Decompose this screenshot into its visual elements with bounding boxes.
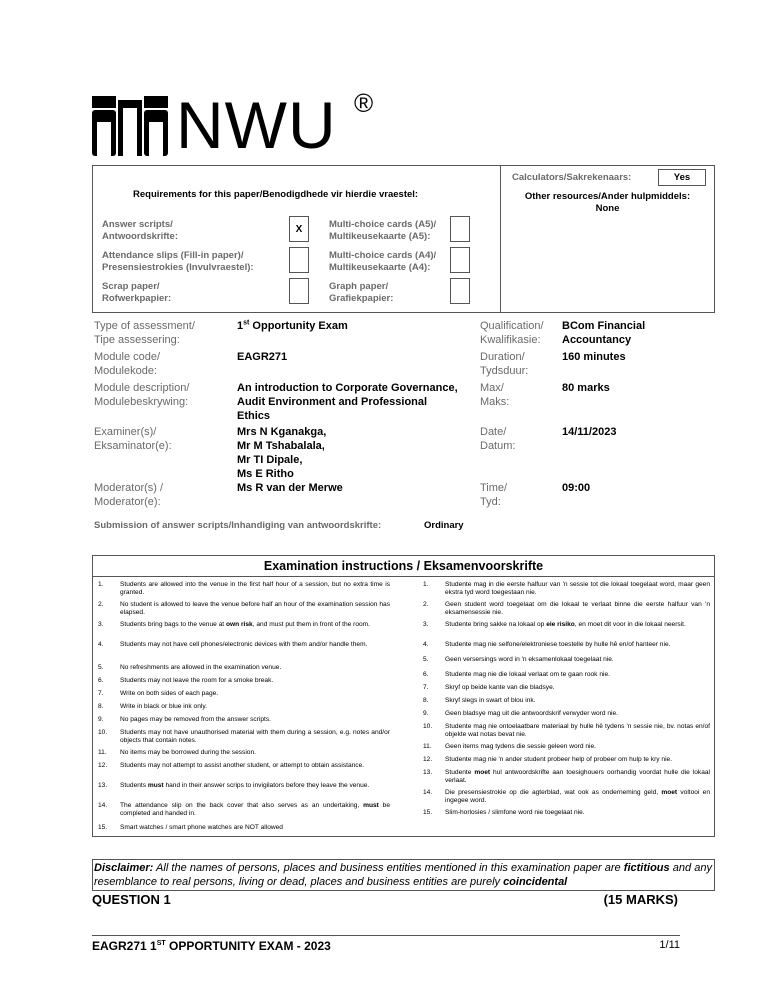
graph-paper-checkbox[interactable] xyxy=(450,278,470,304)
disclaimer-border-right xyxy=(714,859,715,891)
af-item xyxy=(423,641,710,657)
date-value: 14/11/2023 xyxy=(562,426,617,438)
type-of-assessment-label: Type of assessment/ Tipe assessering: xyxy=(94,320,195,346)
mc-cards-a4-checkbox[interactable] xyxy=(450,247,470,273)
en-item-number: 7. xyxy=(98,690,104,697)
en-item-text: Students bring bags to the venue at own risk, and must put them in front of the room. xyxy=(120,621,370,628)
en-item-text: Students are allowed into the venue in the first half hour of a session, but no extra time is granted. xyxy=(120,581,390,596)
duration-value: 160 minutes xyxy=(562,351,626,363)
requirements-divider xyxy=(500,165,501,313)
module-description-value: An introduction to Corporate Governance, Audit Environment and Professional Ethics xyxy=(237,382,458,422)
en-item-text: Write in black or blue ink only. xyxy=(120,703,207,710)
en-item xyxy=(98,729,390,745)
en-item-text: No pages may be removed from the answer scripts. xyxy=(120,716,271,723)
en-item-text: Students may not attempt to assist another student, or attempt to obtain assistance. xyxy=(120,762,365,769)
en-item-text: The attendance slip on the back cover that also serves as an undertaking, must be completed and handed in. xyxy=(120,802,391,817)
af-item-number: 7. xyxy=(423,684,429,691)
af-item xyxy=(423,789,710,805)
date-label: Date/ Datum: xyxy=(480,426,516,452)
question-marks: (15 MARKS) xyxy=(603,892,678,907)
disclaimer-text: Disclaimer: All the names of persons, places and business entities mentioned in this examination paper are fictitious and any resemblance to real persons, living or dead, places and business entities are purely coincidental xyxy=(94,862,713,888)
af-item-text: Die presensiestrokie op die agterblad, wat ook as onderneming geld, moet voltooi en ingegee word. xyxy=(445,789,710,804)
af-item-number: 14. xyxy=(423,789,433,796)
af-item-text: Geen student word toegelaat om die lokaal te verlaat binne die eerste halfuur van 'n eksamensessie nie. xyxy=(445,601,710,616)
nwu-logo-icon xyxy=(92,96,168,156)
af-item-number: 4. xyxy=(423,641,429,648)
logo-registered-mark: ® xyxy=(354,88,374,118)
en-item xyxy=(98,802,390,818)
af-item-text: Studente mag nie ontoelaatbare materiaal by hulle hê tydens 'n sessie nie, bv. notas en/of objekte wat notas bevat nie. xyxy=(445,723,710,738)
footer-exam-title: EAGR271 1ST OPPORTUNITY EXAM - 2023 xyxy=(92,939,331,953)
af-item-number: 12. xyxy=(423,756,433,763)
en-item-text: Write on both sides of each page. xyxy=(120,690,219,697)
en-item-number: 10. xyxy=(98,729,108,736)
footer-divider xyxy=(92,935,680,936)
en-item-number: 13. xyxy=(98,782,108,789)
en-item xyxy=(98,782,390,798)
af-item xyxy=(423,581,710,597)
af-item-number: 3. xyxy=(423,621,429,628)
type-of-assessment-value: 1st Opportunity Exam xyxy=(237,319,348,332)
en-item-number: 14. xyxy=(98,802,108,809)
examiners-label: Examiner(s)/ Eksaminator(e): xyxy=(94,426,172,452)
mc-cards-a5-checkbox[interactable] xyxy=(450,216,470,242)
module-code-label: Module code/ Modulekode: xyxy=(94,351,161,377)
moderators-label: Moderator(s) / Moderator(e): xyxy=(94,482,164,508)
question-title: QUESTION 1 xyxy=(92,892,171,907)
af-item xyxy=(423,601,710,617)
en-item-text: Students may not have unauthorised material with them during a session, e.g. notes and/or objects that contain notes. xyxy=(120,729,390,744)
graph-paper-label: Graph paper/ Grafiekpapier: xyxy=(329,281,394,304)
af-item-text: Studente mag nie die lokaal verlaat om te gaan rook nie. xyxy=(445,671,610,678)
logo-text: NWU xyxy=(176,88,337,162)
en-item-number: 6. xyxy=(98,677,104,684)
submission-value: Ordinary xyxy=(424,520,464,531)
af-item-number: 2. xyxy=(423,601,429,608)
moderators-value: Ms R van der Merwe xyxy=(237,482,343,494)
attendance-slips-label: Attendance slips (Fill-in paper)/ Presensiestrokies (Invulvraestel): xyxy=(102,250,254,273)
en-item xyxy=(98,621,390,637)
af-item-number: 11. xyxy=(423,743,432,750)
disclaimer-border-top xyxy=(92,859,715,860)
qualification-label: Qualification/ Kwalifikasie: xyxy=(480,320,544,346)
en-item-text: Students may not have cell phones/electronic devices with them and/or handle them. xyxy=(120,641,368,648)
page-number: 1/11 xyxy=(659,939,680,951)
af-item-text: Studente mag nie 'n ander student probeer help of probeer om hulp te kry nie. xyxy=(445,756,673,763)
af-item-text: Slim-horlosies / slimfone word nie toegelaat nie. xyxy=(445,809,585,816)
en-item-text: Students must hand in their answer scrips to invigilators before they leave the venue. xyxy=(120,782,370,789)
en-item-number: 5. xyxy=(98,664,104,671)
af-item xyxy=(423,621,710,637)
en-item xyxy=(98,641,390,657)
en-item-text: No items may be borrowed during the session. xyxy=(120,749,256,756)
en-item-number: 15. xyxy=(98,824,108,831)
time-label: Time/ Tyd: xyxy=(480,482,508,508)
en-item-text: No refreshments are allowed in the examination venue. xyxy=(120,664,282,671)
en-item-text: No student is allowed to leave the venue before half an hour of the examination session has elapsed. xyxy=(120,601,390,616)
af-item-text: Studente mag nie selfone/elektroniese toestelle by hulle hê en/of hanteer nie. xyxy=(445,641,671,648)
en-item-number: 8. xyxy=(98,703,104,710)
duration-label: Duration/ Tydsduur: xyxy=(480,351,529,377)
scrap-paper-label: Scrap paper/ Rofwerkpapier: xyxy=(102,281,172,304)
answer-scripts-checkbox[interactable]: X xyxy=(289,216,309,242)
af-item xyxy=(423,769,710,785)
en-item xyxy=(98,581,390,597)
en-item xyxy=(98,824,390,840)
mc-cards-a5-label: Multi-choice cards (A5)/ Multikeusekaarte (A5): xyxy=(329,219,437,242)
scrap-paper-checkbox[interactable] xyxy=(289,278,309,304)
en-item-number: 12. xyxy=(98,762,108,769)
af-item-number: 9. xyxy=(423,710,429,717)
af-item-number: 5. xyxy=(423,656,429,663)
af-item-text: Geen versersings word in 'n eksamenlokaal toegelaat nie. xyxy=(445,656,614,663)
af-item-text: Geen items mag tydens die sessie geleen word nie. xyxy=(445,743,597,750)
other-resources-label: Other resources/Ander hulpmiddels: xyxy=(524,191,691,202)
af-item-text: Studente mag in die eerste halfuur van 'n sessie tot die lokaal toegelaat word, maar geen ekstra tyd word toegestaan nie. xyxy=(445,581,710,596)
en-item-number: 1. xyxy=(98,581,104,588)
en-item-number: 4. xyxy=(98,641,104,648)
af-item-number: 6. xyxy=(423,671,429,678)
calculators-value: Yes xyxy=(658,169,706,186)
module-code-value: EAGR271 xyxy=(237,351,288,363)
af-item xyxy=(423,656,710,672)
en-item xyxy=(98,601,390,617)
af-item-number: 15. xyxy=(423,809,433,816)
af-item xyxy=(423,809,710,825)
af-item-number: 13. xyxy=(423,769,433,776)
other-resources-value: None xyxy=(595,203,620,214)
en-item-number: 2. xyxy=(98,601,104,608)
af-item-text: Studente bring sakke na lokaal op eie risiko, en moet dit voor in die lokaal neersit. xyxy=(445,621,686,628)
en-item-number: 3. xyxy=(98,621,104,628)
examiners-value: Mrs N Kganakga, Mr M Tshabalala, Mr TI Dipale, Ms E Ritho xyxy=(237,426,327,480)
af-item-text: Studente moet hul antwoordskrifte aan toesighouers oorhandig voordat hulle die lokaal verlaat. xyxy=(445,769,710,784)
en-item-text: Students may not leave the room for a smoke break. xyxy=(120,677,274,684)
disclaimer-border-bottom xyxy=(92,890,715,891)
en-item-number: 11. xyxy=(98,749,107,756)
answer-scripts-label: Answer scripts/ Antwoordskrifte: xyxy=(102,219,178,242)
max-marks-value: 80 marks xyxy=(562,382,610,394)
af-item-text: Skryf op beide kante van die bladsye. xyxy=(445,684,555,691)
en-item xyxy=(98,762,390,778)
qualification-value: BCom Financial Accountancy xyxy=(562,320,646,346)
calculators-label: Calculators/Sakrekenaars: xyxy=(512,172,632,183)
disclaimer-border-left xyxy=(92,859,93,891)
instructions-title: Examination instructions / Eksamenvoorskrifte xyxy=(263,559,544,573)
mc-cards-a4-label: Multi-choice cards (A4)/ Multikeusekaarte (A4): xyxy=(329,250,437,273)
time-value: 09:00 xyxy=(562,482,591,494)
max-marks-label: Max/ Maks: xyxy=(480,382,510,408)
en-item-number: 9. xyxy=(98,716,104,723)
af-item-number: 8. xyxy=(423,697,429,704)
module-description-label: Module description/ Modulebeskrywing: xyxy=(94,382,190,408)
instructions-divider xyxy=(92,576,715,577)
af-item xyxy=(423,723,710,739)
af-item-number: 10. xyxy=(423,723,433,730)
en-item-text: Smart watches / smart phone watches are NOT allowed xyxy=(120,824,283,831)
submission-label: Submission of answer scripts/Inhandiging van antwoordskrifte: xyxy=(94,520,382,531)
af-item-text: Skryf slegs in swart of blou ink. xyxy=(445,697,536,704)
af-item-number: 1. xyxy=(423,581,429,588)
attendance-slips-checkbox[interactable] xyxy=(289,247,309,273)
af-item-text: Geen bladsye mag uit die antwoordskrif verwyder word nie. xyxy=(445,710,618,717)
requirements-title: Requirements for this paper/Benodigdhede vir hierdie vraestel: xyxy=(133,189,419,200)
